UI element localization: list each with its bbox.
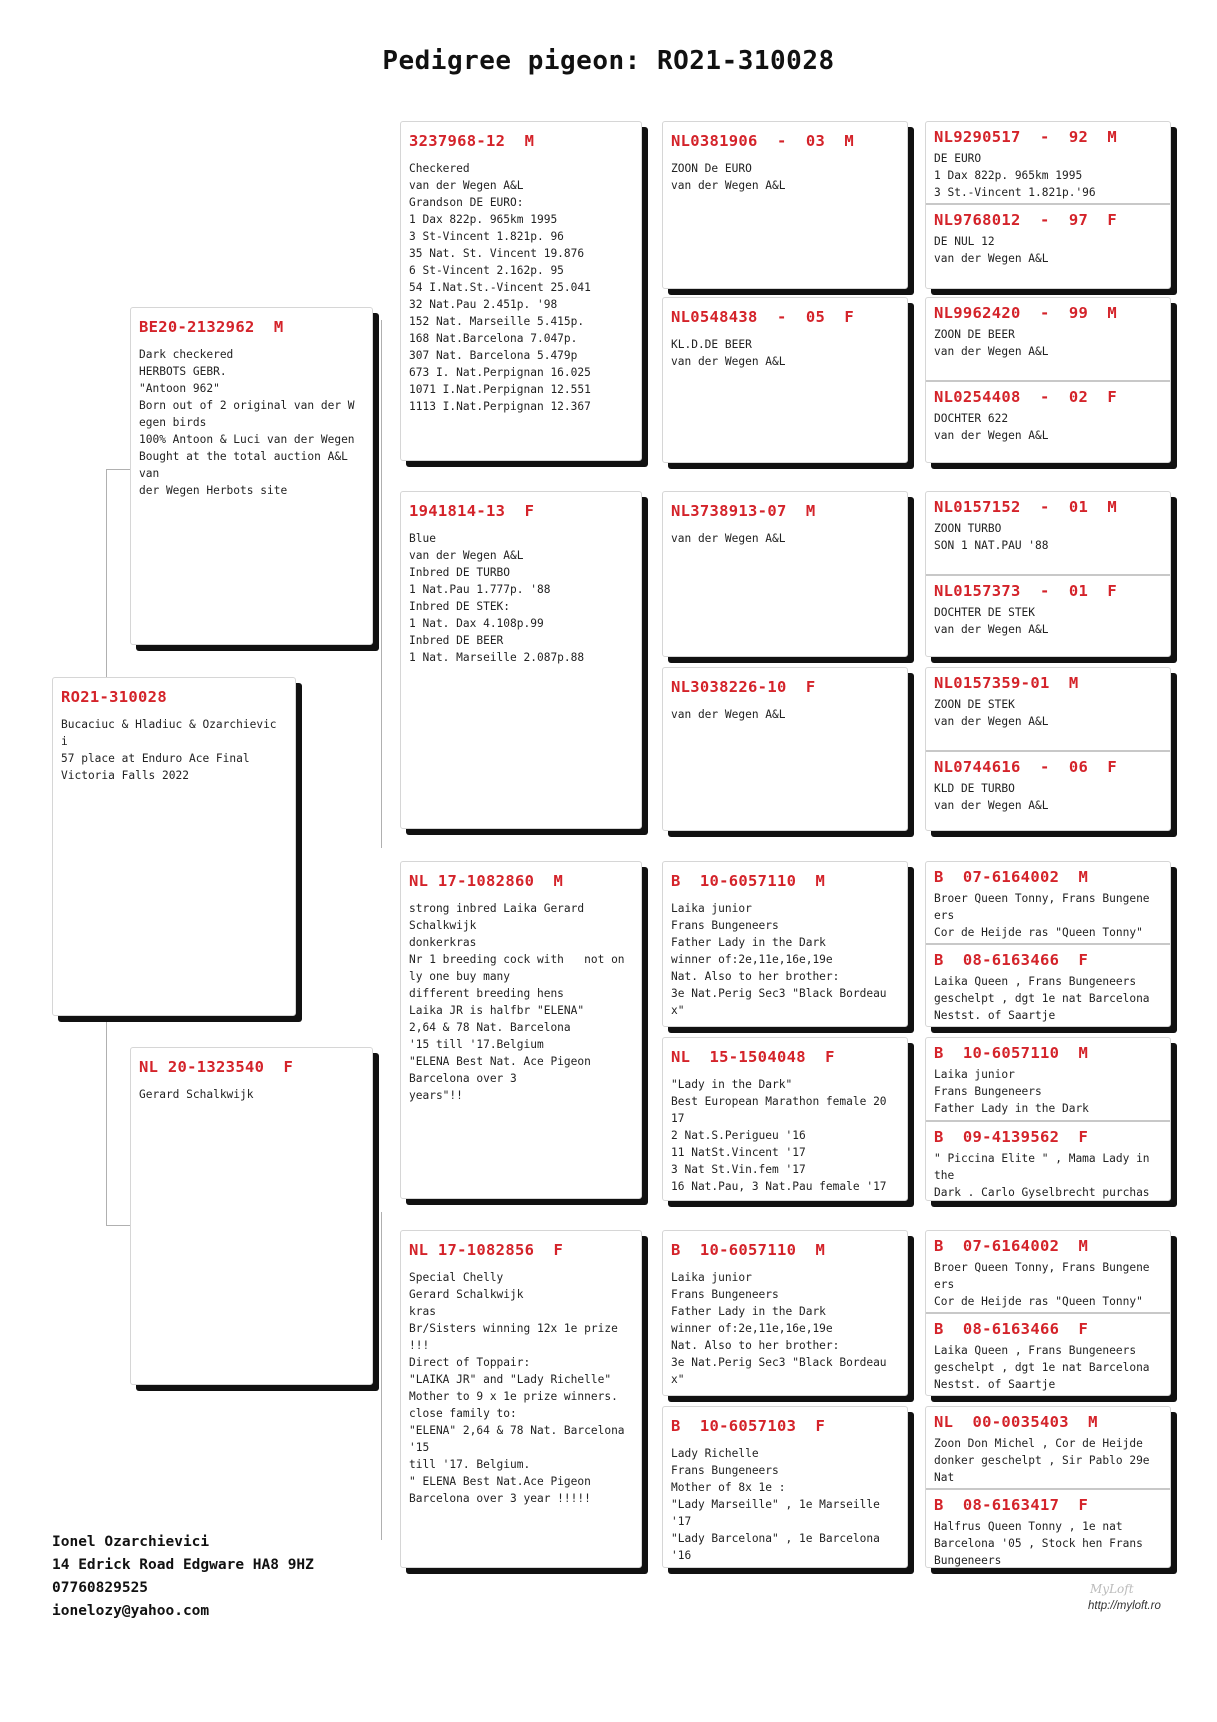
ring-number: B 08-6163417 F	[934, 1496, 1089, 1514]
pigeon-description: Laika Queen , Frans Bungeneers geschelpt , dgt 1e nat Barcelona Nestst. of Saartje	[934, 1344, 1150, 1391]
ring-number: NL3038226-10 F	[671, 678, 816, 696]
gen4-pair-card	[925, 667, 1171, 831]
ring-number: 1941814-13 F	[409, 502, 535, 520]
page-title: Pedigree pigeon: RO21-310028	[382, 46, 835, 76]
ring-number: B 10-6057110 M	[671, 1241, 826, 1259]
ring-number: B 08-6163466 F	[934, 951, 1089, 969]
pigeon-description: DOCHTER 622 van der Wegen A&L	[934, 412, 1049, 442]
ring-number: NL0254408 - 02 F	[934, 388, 1118, 406]
pigeon-description: van der Wegen A&L	[671, 532, 786, 545]
ring-number: B 08-6163466 F	[934, 1320, 1089, 1338]
pigeon-description: Lady Richelle Frans Bungeneers Mother of 8x 1e : "Lady Marseille" , 1e Marseille '17 "Lady Barcelona" , 1e Barcelona '16	[671, 1447, 880, 1562]
ring-number: B 10-6057103 F	[671, 1417, 826, 1435]
ring-number: NL0157373 - 01 F	[934, 582, 1118, 600]
ring-number: NL9768012 - 97 F	[934, 211, 1118, 229]
ring-number: NL0381906 - 03 M	[671, 132, 855, 150]
grandparent-card	[400, 861, 642, 1199]
grandparent-card	[400, 491, 642, 829]
pigeon-description: KL.D.DE BEER van der Wegen A&L	[671, 338, 786, 368]
owner-address: 14 Edrick Road Edgware HA8 9HZ	[52, 1557, 314, 1573]
grandparent-card	[400, 121, 642, 461]
ring-number: NL 15-1504048 F	[671, 1048, 835, 1066]
sire-card	[130, 307, 373, 645]
great-grandparent-card	[662, 1230, 908, 1396]
pigeon-description: Halfrus Queen Tonny , 1e nat Barcelona '05 , Stock hen Frans Bungeneers	[934, 1520, 1143, 1567]
pigeon-description: Laika junior Frans Bungeneers Father Lady in the Dark winner of:2e,11e,16e,19e Nat. Also to her brother: 3e Nat.Perig Sec3 "Black Bordeau x"	[671, 902, 887, 1017]
pigeon-description: " Piccina Elite " , Mama Lady in the Dark . Carlo Gyselbrecht purchas	[934, 1152, 1150, 1199]
pigeon-description: "Lady in the Dark" Best European Marathon female 20 17 2 Nat.S.Perigueu '16 11 NatSt.Vincent '17 3 Nat St.Vin.fem '17 16 Nat.Pau, 3 Nat.Pau female '17	[671, 1078, 887, 1193]
pigeon-description: strong inbred Laika Gerard Schalkwijk donkerkras Nr 1 breeding cock with not on ly one buy many different breeding hens Laika JR is halfbr "ELENA" 2,64 & 78 Nat. Barcelona '15 till '17.Belgium "ELENA Best Nat. Ace Pigeon Barcelona over 3 years"!!	[409, 902, 625, 1102]
ring-number: NL9962420 - 99 M	[934, 304, 1118, 322]
ring-number: NL 17-1082860 M	[409, 872, 564, 890]
ring-number: B 10-6057110 M	[934, 1044, 1089, 1062]
myloft-logo: MyLoft	[1090, 1582, 1134, 1596]
great-grandparent-card	[662, 667, 908, 831]
owner-info	[52, 1531, 314, 1623]
dam-card	[130, 1047, 373, 1385]
gen4-pair-card	[925, 1406, 1171, 1568]
pigeon-description: Laika junior Frans Bungeneers Father Lady in the Dark	[934, 1068, 1089, 1115]
connector-line	[381, 320, 382, 848]
ring-number: NL9290517 - 92 M	[934, 128, 1118, 146]
pigeon-description: Bucaciuc & Hladiuc & Ozarchievic i 57 place at Enduro Ace Final Victoria Falls 2022	[61, 718, 277, 782]
pigeon-description: DOCHTER DE STEK van der Wegen A&L	[934, 606, 1049, 636]
ring-number: NL0744616 - 06 F	[934, 758, 1118, 776]
ring-number: B 09-4139562 F	[934, 1128, 1089, 1146]
gen4-pair-card	[925, 861, 1171, 1027]
pigeon-description: Blue van der Wegen A&L Inbred DE TURBO 1 Nat.Pau 1.777p. '88 Inbred DE STEK: 1 Nat. Dax 4.108p.99 Inbred DE BEER 1 Nat. Marseille 2.087p.88	[409, 532, 585, 664]
pigeon-description: Laika junior Frans Bungeneers Father Lady in the Dark winner of:2e,11e,16e,19e Nat. Also to her brother: 3e Nat.Perig Sec3 "Black Bordeau x"	[671, 1271, 887, 1386]
pigeon-description: ZOON DE BEER van der Wegen A&L	[934, 328, 1049, 358]
pigeon-description: Dark checkered HERBOTS GEBR. "Antoon 962" Born out of 2 original van der W egen birds 100% Antoon & Luci van der Wegen Bought at the total auction A&L van der Wegen Herbots site	[139, 348, 355, 497]
gen4-pair-card	[925, 1230, 1171, 1396]
owner-name: Ionel Ozarchievici	[52, 1534, 210, 1550]
ring-number: NL 00-0035403 M	[934, 1413, 1098, 1431]
pigeon-description: Laika Queen , Frans Bungeneers geschelpt , dgt 1e nat Barcelona Nestst. of Saartje	[934, 975, 1150, 1022]
great-grandparent-card	[662, 861, 908, 1027]
ring-number: NL 17-1082856 F	[409, 1241, 564, 1259]
pigeon-description: Checkered van der Wegen A&L Grandson DE EURO: 1 Dax 822p. 965km 1995 3 St-Vincent 1.821p. 96 35 Nat. St. Vincent 19.876 6 St-Vincent 2.162p. 95 54 I.Nat.St.-Vincent 25.041 32 Nat.Pau 2.451p. '98 152 Nat. Marseille 5.415p. 168 Nat.Barcelona 7.047p. 307 Nat. Barcelona 5.479p 673 I. Nat.Perpignan 16.025 1071 I.Nat.Perpignan 12.551 1113 I.Nat.Perpignan 12.367	[409, 162, 591, 413]
pigeon-description: ZOON TURBO SON 1 NAT.PAU '88	[934, 522, 1049, 552]
pigeon-description: KLD DE TURBO van der Wegen A&L	[934, 782, 1049, 812]
site-link[interactable]: http://myloft.ro	[1088, 1600, 1161, 1612]
gen4-pair-card	[925, 1037, 1171, 1201]
ring-number: NL0548438 - 05 F	[671, 308, 855, 326]
ring-number: BE20-2132962 M	[139, 318, 284, 336]
ring-number: NL0157359-01 M	[934, 674, 1079, 692]
pigeon-description: DE EURO 1 Dax 822p. 965km 1995 3 St.-Vincent 1.821p.'96	[934, 152, 1096, 199]
ring-number: B 07-6164002 M	[934, 1237, 1089, 1255]
owner-phone: 07760829525	[52, 1580, 149, 1596]
pigeon-description: Zoon Don Michel , Cor de Heijde donker geschelpt , Sir Pablo 29e Nat	[934, 1437, 1150, 1484]
pigeon-description: Gerard Schalkwijk	[139, 1088, 254, 1101]
pigeon-description: DE NUL 12 van der Wegen A&L	[934, 235, 1049, 265]
ring-number: B 10-6057110 M	[671, 872, 826, 890]
pigeon-description: Special Chelly Gerard Schalkwijk kras Br/Sisters winning 12x 1e prize !!! Direct of Toppair: "LAIKA JR" and "Lady Richelle" Mother to 9 x 1e prize winners. close family to: "ELENA" 2,64 & 78 Nat. Barcelona '15 till '17. Belgium. " ELENA Best Nat.Ace Pigeon Barcelona over 3 year !!!!!	[409, 1271, 625, 1505]
ring-number: NL0157152 - 01 M	[934, 498, 1118, 516]
connector-line	[381, 1212, 382, 1540]
ring-number: RO21-310028	[61, 688, 167, 706]
great-grandparent-card	[662, 121, 908, 289]
pigeon-description: ZOON De EURO van der Wegen A&L	[671, 162, 786, 192]
great-grandparent-card	[662, 491, 908, 657]
owner-email[interactable]: ionelozy@yahoo.com	[52, 1603, 210, 1619]
great-grandparent-card	[662, 1406, 908, 1568]
connector-line	[106, 469, 130, 470]
pigeon-description: Broer Queen Tonny, Frans Bungene ers Cor de Heijde ras "Queen Tonny"	[934, 892, 1150, 939]
grandparent-card	[400, 1230, 642, 1568]
ring-number: B 07-6164002 M	[934, 868, 1089, 886]
connector-line	[106, 1225, 130, 1226]
gen4-pair-card	[925, 491, 1171, 657]
pigeon-description: Broer Queen Tonny, Frans Bungene ers Cor de Heijde ras "Queen Tonny"	[934, 1261, 1150, 1308]
subject-pigeon-card	[52, 677, 296, 1016]
great-grandparent-card	[662, 297, 908, 463]
gen4-pair-card	[925, 297, 1171, 463]
ring-number: NL 20-1323540 F	[139, 1058, 294, 1076]
pigeon-description: van der Wegen A&L	[671, 708, 786, 721]
gen4-pair-card	[925, 121, 1171, 289]
ring-number: NL3738913-07 M	[671, 502, 816, 520]
pigeon-description: ZOON DE STEK van der Wegen A&L	[934, 698, 1049, 728]
great-grandparent-card	[662, 1037, 908, 1201]
ring-number: 3237968-12 M	[409, 132, 535, 150]
